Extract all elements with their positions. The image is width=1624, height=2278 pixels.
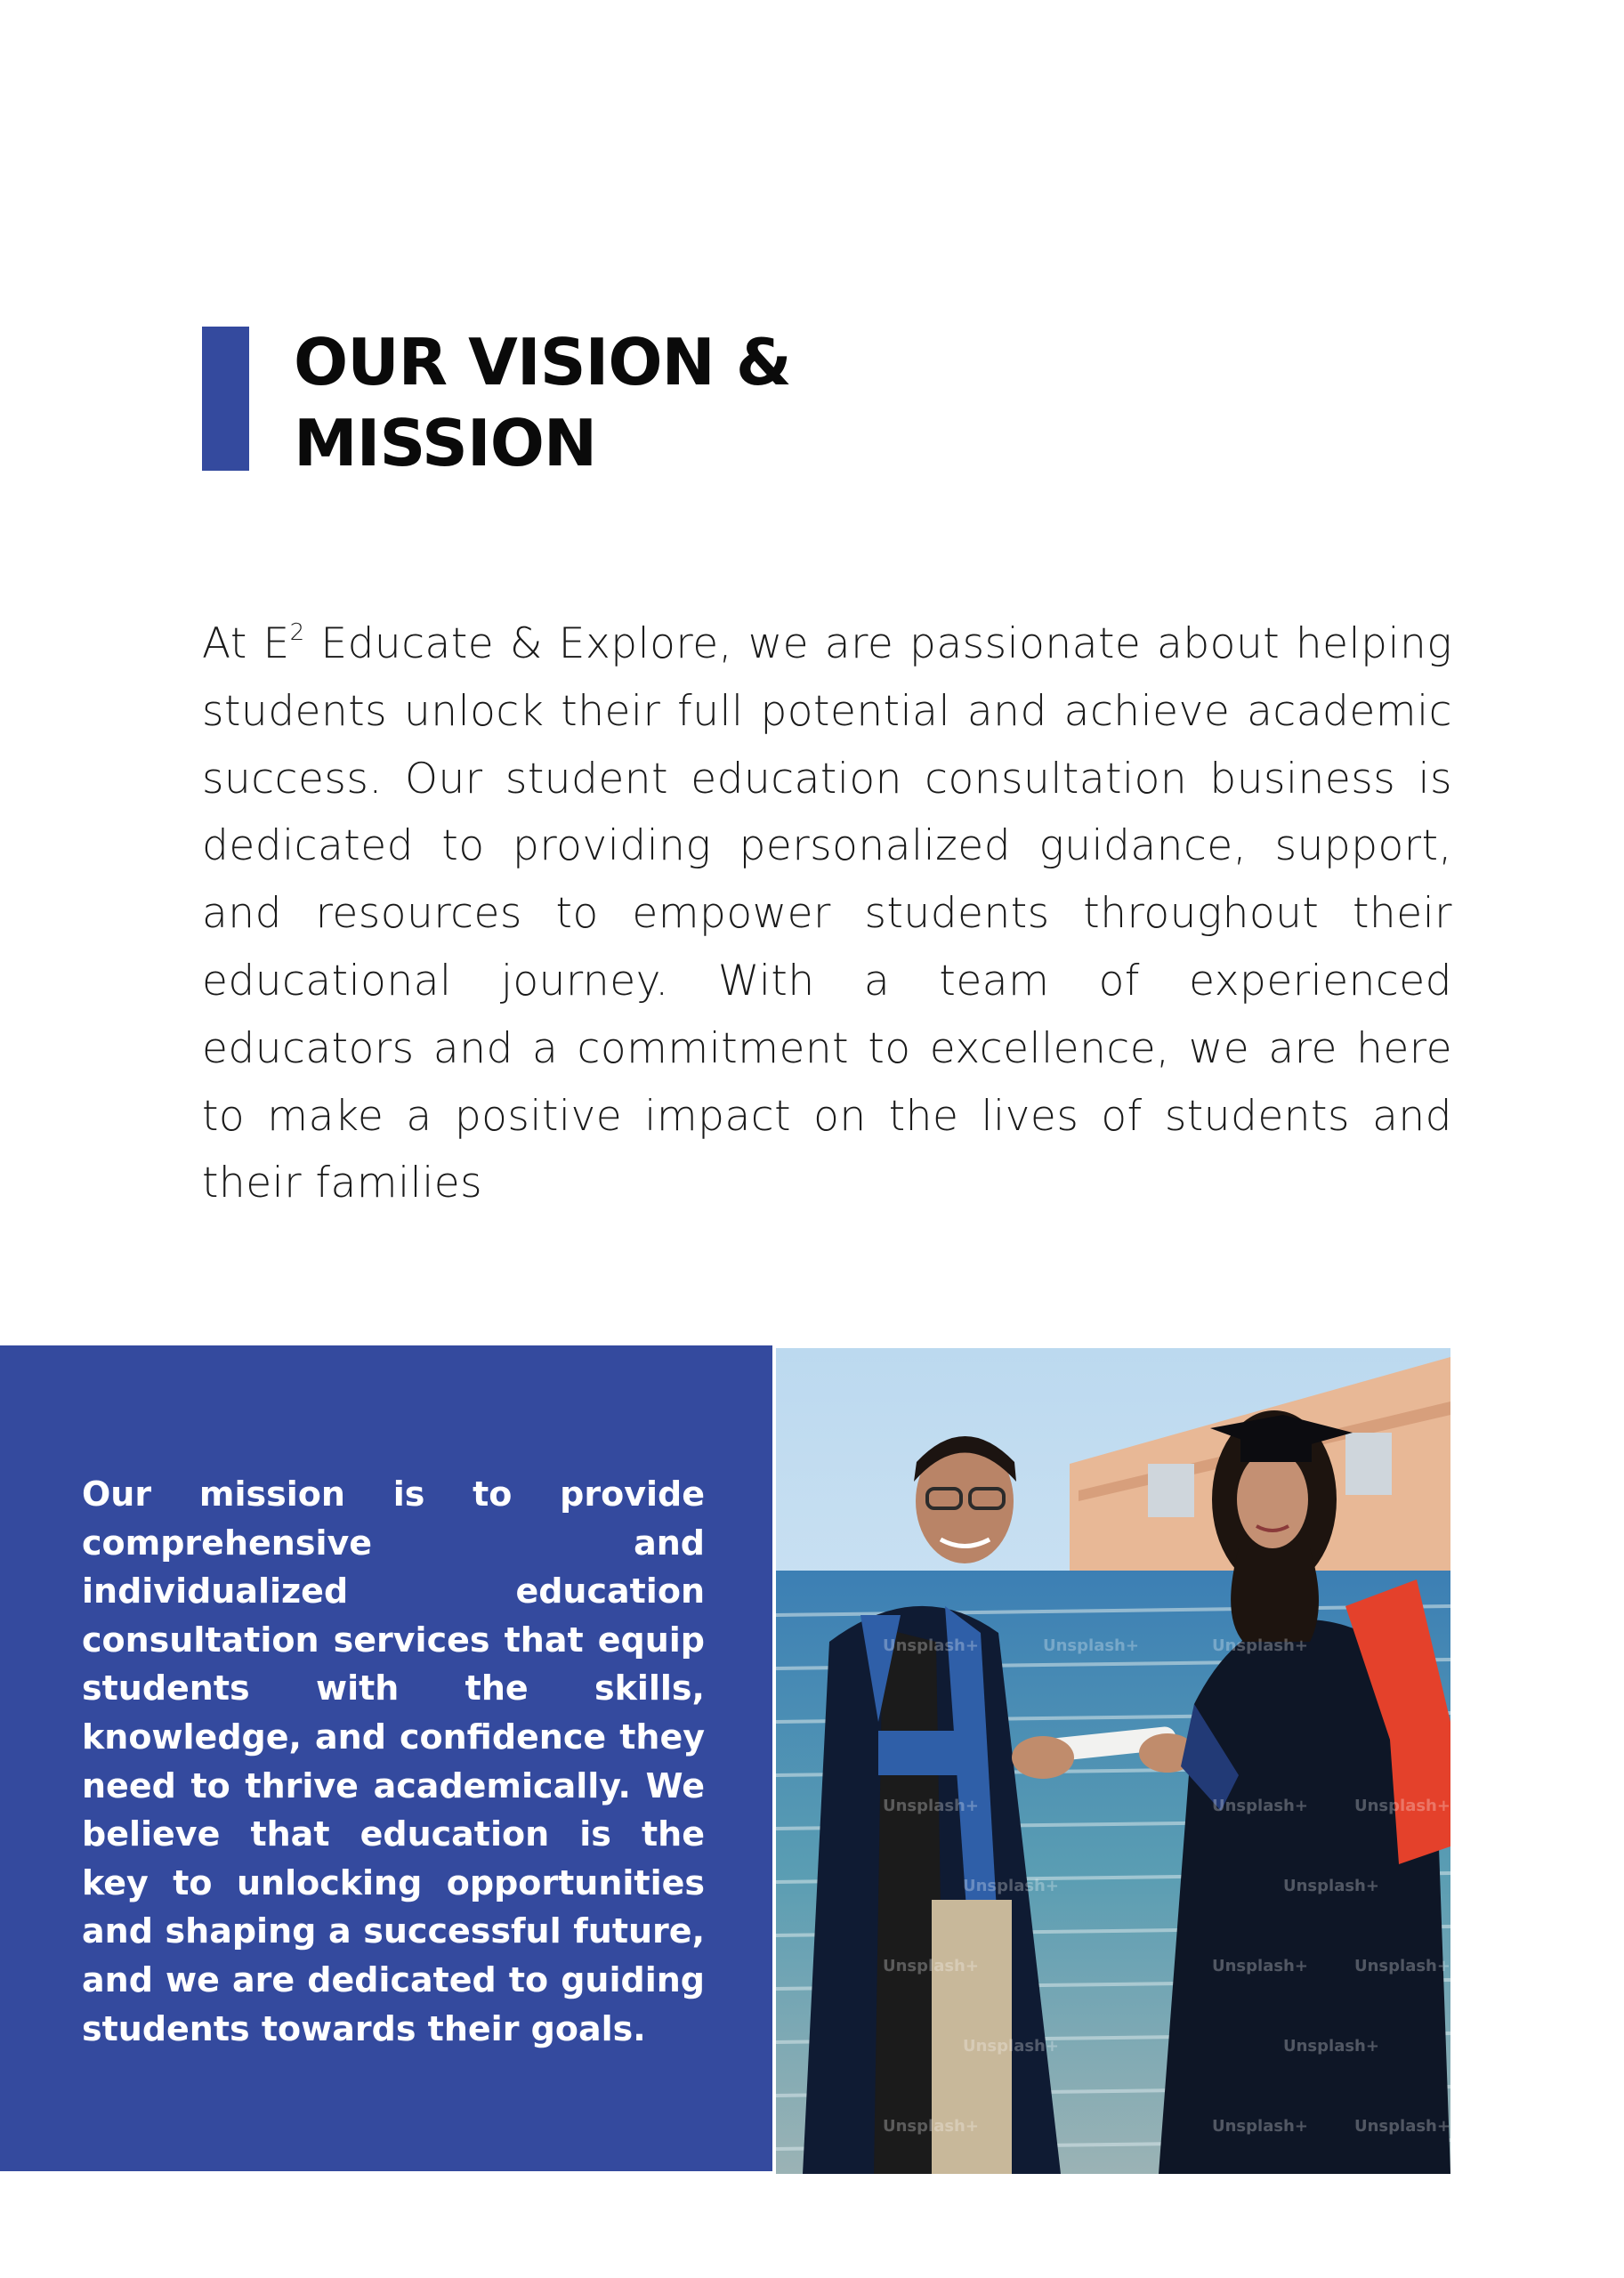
intro-paragraph <box>202 610 1452 1217</box>
photo-watermark: Unsplash+ <box>1354 1957 1450 1975</box>
photo-watermark: Unsplash+ <box>963 2037 1059 2056</box>
photo-watermark: Unsplash+ <box>1354 2117 1450 2136</box>
photo-watermark: Unsplash+ <box>963 1877 1059 1895</box>
photo-watermark: Unsplash+ <box>883 1636 979 1655</box>
photo-watermark: Unsplash+ <box>1354 1797 1450 1815</box>
photo-watermark: Unsplash+ <box>1283 2037 1379 2056</box>
intro-superscript: 2 <box>289 619 305 646</box>
photo-watermark: Unsplash+ <box>883 1797 979 1815</box>
photo-watermark: Unsplash+ <box>1212 1636 1308 1655</box>
photo-watermark: Unsplash+ <box>1212 1957 1308 1975</box>
page-title-line-2: MISSION <box>294 406 597 481</box>
page-title <box>294 322 791 484</box>
photo-watermark: Unsplash+ <box>1212 2117 1308 2136</box>
intro-text: Educate & Explore, we are passionate about helping students unlock their full potential and achieve academic success. Our student education consultation business is dedicated to providing personalized guidance, support, and resources to empower students throughout their educational journey. With a team of experienced educators and a commitment to excellence, we are here to make a positive impact on the lives of students and their families <box>202 619 1452 1208</box>
intro-prefix: At E <box>202 619 290 668</box>
graduation-photo <box>776 1348 1450 2174</box>
photo-watermark: Unsplash+ <box>883 1957 979 1975</box>
page-title-line-1: OUR VISION & <box>294 325 791 400</box>
photo-watermark: Unsplash+ <box>1283 1877 1379 1895</box>
photo-watermark: Unsplash+ <box>1043 1636 1139 1655</box>
photo-watermark: Unsplash+ <box>1212 1797 1308 1815</box>
mission-statement: Our mission is to provide comprehensive and individualized education consultation services that equip students with the skills, knowledge, and confidence they need to thrive academically. We believe that education is the key to unlocking opportunities and shaping a successful future, and we are dedicated to guiding students towards their goals. <box>82 1474 705 2048</box>
heading-accent-bar <box>202 327 249 471</box>
photo-watermark: Unsplash+ <box>883 2117 979 2136</box>
